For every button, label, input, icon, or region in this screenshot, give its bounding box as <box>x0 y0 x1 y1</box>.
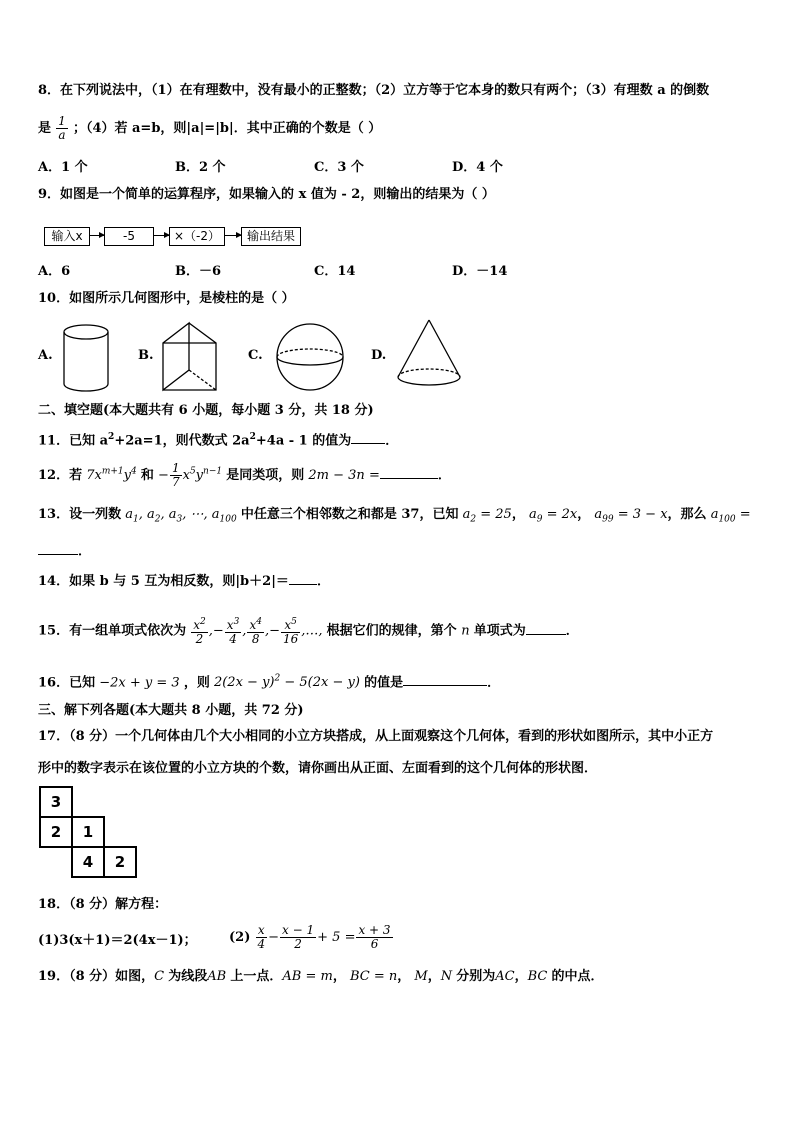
q8-line2: 是 $\frac{1}{a}$ ；（4）若 a=b，则|a|=|b|．其中正确的个数是（ ） <box>38 114 382 142</box>
grid-cell: 4 <box>72 847 104 877</box>
q17-line2: 形中的数字表示在该位置的小立方块的个数，请你画出从正面、左面看到的这个几何体的形状图． <box>38 761 598 776</box>
flow-input-box: 输入x <box>44 227 90 246</box>
grid-cell: 1 <box>72 817 104 847</box>
q10-label-d: D. <box>371 348 387 363</box>
q10-figures <box>0 0 794 400</box>
q18-question: 18．（8 分）解方程： <box>38 897 168 912</box>
q8-option-c: C．3 个 <box>314 160 364 175</box>
flow-multiply-box: ×（-2） <box>169 227 225 246</box>
section-2-heading: 二、填空题(本大题共有 6 小题，每小题 3 分，共 18 分) <box>38 403 374 418</box>
q18-equation-1: (1)3(x＋1)＝2(4x－1)； <box>38 933 197 948</box>
q14-question: 14．如果 b 与 5 互为相反数，则|b＋2|＝ ． <box>38 574 330 589</box>
cylinder-figure <box>64 325 108 391</box>
q17-line1: 17．（8 分）一个几何体由几个大小相同的小立方块搭成，从上面观察这个几何体，看到的形状如图所示，其中小正方 <box>38 729 714 744</box>
q19-question: 19．（8 分）如图，C 为线段AB 上一点．AB = m， BC = n， M，N 分别为AC，BC 的中点． <box>38 969 604 984</box>
q9-option-c: C．14 <box>314 264 356 279</box>
q13-question: 13．设一列数 $a_1$, $a_2$, $a_3$, ⋯, $a_{100}$ 中任意三个相邻数之和都是 37，已知 $a_2 = 25$， $a_9 = 2x$， $a_{99} = 3 - x$，那么 $a_{100}$ = <box>38 507 751 525</box>
cone-figure <box>398 320 460 385</box>
q14-answer-blank[interactable] <box>289 572 317 585</box>
grid-cell: 2 <box>104 847 136 877</box>
q18-equation-2: (2) $\frac{x}{4}$ − $\frac{x - 1}{2}$ + 5 = $\frac{x + 3}{6}$ <box>229 923 391 951</box>
q8-option-a: A．1 个 <box>38 160 88 175</box>
sphere-figure <box>277 324 343 390</box>
q8-line1: 8．在下列说法中，（1）在有理数中，没有最小的正整数；（2）立方等于它本身的数只有两个；（3）有理数 a 的倒数 <box>38 83 710 98</box>
q9-option-b: B．－6 <box>175 264 222 279</box>
q9-question: 9．如图是一个简单的运算程序，如果输入的 x 值为 - 2，则输出的结果为（ ） <box>38 187 495 202</box>
q11-answer-blank[interactable] <box>351 431 385 444</box>
q10-question: 10．如图所示几何图形中，是棱柱的是（ ） <box>38 291 295 306</box>
q13-answer-blank[interactable] <box>38 542 78 555</box>
q8-option-b: B．2 个 <box>175 160 226 175</box>
q10-label-c: C. <box>248 348 263 363</box>
q13-answer-line: ． <box>38 542 91 561</box>
q8-fraction: $\frac{1}{a}$ <box>58 114 66 142</box>
q15-answer-blank[interactable] <box>526 622 566 635</box>
q10-label-b: B. <box>138 348 154 363</box>
q9-option-d: D．－14 <box>452 264 508 279</box>
q16-question: 16．已知 −2x + y = 3 ，则 $2(2x - y)^2 - 5(2x - y)$ 的值是 ． <box>38 674 501 691</box>
q12-question: 12．若 $7x^{m+1}y^4$ 和 − $\frac{1}{7}$ $x^5y^{n-1}$ 是同类项，则 2m − 3n = ． <box>38 461 451 489</box>
q8-option-d: D．4 个 <box>452 160 503 175</box>
q10-label-a: A. <box>38 348 53 363</box>
flow-subtract-box: -5 <box>104 227 154 246</box>
section-3-heading: 三、解下列各题(本大题共 8 小题，共 72 分) <box>38 703 304 718</box>
grid-cell: 2 <box>40 817 72 847</box>
q16-answer-blank[interactable] <box>403 673 487 686</box>
triangular-prism-figure <box>163 323 216 390</box>
q9-option-a: A．6 <box>38 264 71 279</box>
q12-answer-blank[interactable] <box>380 466 438 479</box>
q11-question: 11．已知 $a^2+2a=1$，则代数式 $2a^2+4a - 1$ 的值为 ． <box>38 432 399 449</box>
flow-output-box: 输出结果 <box>241 227 301 246</box>
q15-question: 15．有一组单项式依次为 $\frac{x^2}{2}$ ,− $\frac{x^3}{4}$ , $\frac{x^4}{8}$ ,− $\frac{x^5}{16}$ ,…, 根据它们的规律，第个 n 单项式为 ． <box>38 617 579 646</box>
grid-cell: 3 <box>40 787 72 817</box>
q17-top-view-grid <box>39 786 137 878</box>
